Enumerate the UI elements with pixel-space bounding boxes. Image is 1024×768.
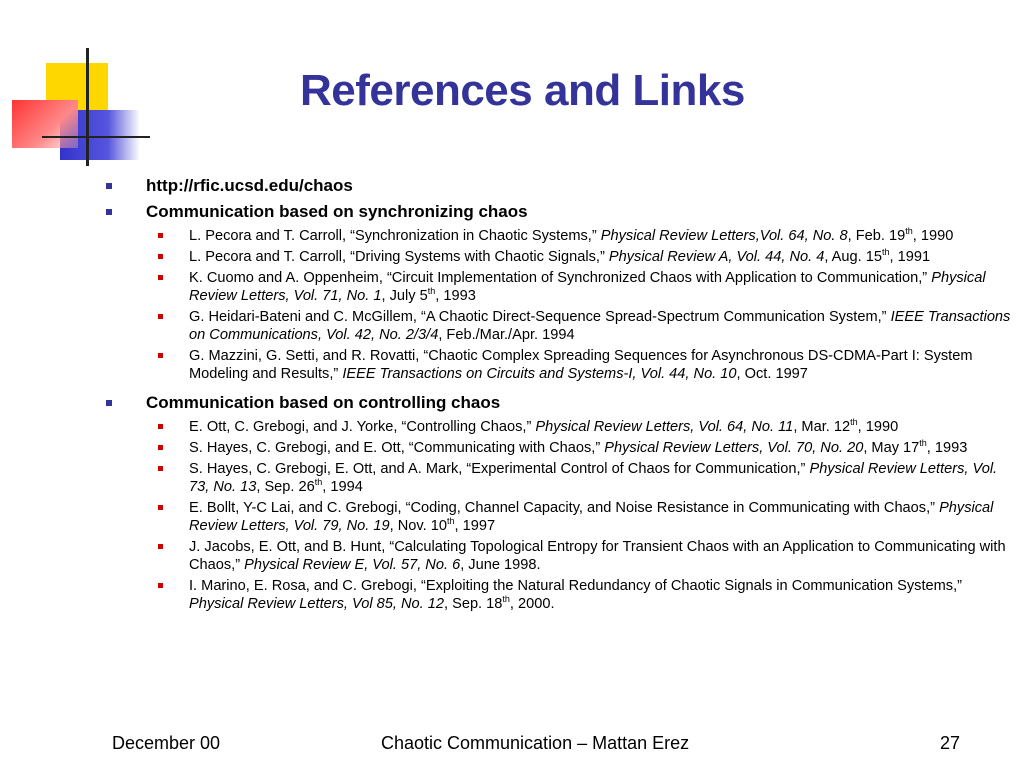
ref-date-sup: th [502, 594, 510, 605]
ref-date-sup: th [446, 516, 455, 527]
ref-year: , 1991 [889, 249, 931, 265]
ref-cuomo [106, 269, 1012, 305]
ref-date: , Aug. 15 [824, 249, 882, 265]
bullet-square-icon [106, 209, 112, 215]
sub-bullet-icon [158, 466, 163, 471]
slide-title: References and Links [300, 66, 745, 115]
ref-pecora-2 [106, 248, 1012, 266]
bullet-square-icon [106, 400, 112, 406]
ref-journal: Physical Review E, Vol. 57, No. 6 [244, 557, 461, 573]
ref-date: , Feb./Mar./Apr. 1994 [438, 327, 575, 343]
ref-date-sup: th [919, 438, 927, 449]
corner-decoration [0, 0, 150, 170]
ref-authors-title: J. Jacobs, E. Ott, and B. Hunt, “Calculating Topological Entropy for Transient Chaos with an Application to Communicating with Chaos,” [189, 539, 1006, 573]
bullet-link [106, 174, 1012, 198]
deco-horizontal-line [42, 136, 150, 138]
ref-date: , Feb. 19 [847, 228, 906, 244]
bullet-square-icon [106, 183, 112, 189]
link-text[interactable]: http://rfic.ucsd.edu/chaos [146, 176, 353, 195]
ref-authors-title: G. Mazzini, G. Setti, and R. Rovatti, “Chaotic Complex Spreading Sequences for Asynchronous DS-CDMA-Part I: System Modeling and Results,” [189, 348, 973, 382]
footer-page-number: 27 [940, 733, 961, 753]
ref-journal: Physical Review Letters,Vol. 64, No. 8 [600, 228, 848, 244]
ref-pecora-1 [106, 227, 1012, 245]
ref-date: , Mar. 12 [793, 419, 851, 435]
sub-bullet-icon [158, 583, 163, 588]
ref-ott [106, 418, 1012, 436]
sub-bullet-icon [158, 424, 163, 429]
ref-heidari [106, 308, 1012, 344]
ref-authors-title: E. Ott, C. Grebogi, and J. Yorke, “Controlling Chaos,” [189, 419, 536, 435]
ref-authors-title: G. Heidari-Bateni and C. McGillem, “A Chaotic Direct-Sequence Spread-Spectrum Communication System,” [189, 309, 891, 325]
ref-authors-title: S. Hayes, C. Grebogi, E. Ott, and A. Mark, “Experimental Control of Chaos for Communication,” [189, 461, 810, 477]
ref-journal: Physical Review Letters, Vol. 71, No. 1 [189, 270, 986, 304]
ref-hayes-2 [106, 460, 1012, 496]
sub-bullet-icon [158, 233, 163, 238]
ref-marino [106, 577, 1012, 613]
ref-date: , Oct. 1997 [736, 366, 808, 382]
footer-center: Chaotic Communication – Mattan Erez [381, 733, 690, 753]
deco-vertical-line [86, 48, 89, 166]
ref-date: , Sep. 26 [256, 479, 315, 495]
ref-journal: Physical Review Letters, Vol. 64, No. 11 [535, 419, 794, 435]
ref-date: , Sep. 18 [443, 596, 503, 612]
ref-date-sup: th [905, 226, 913, 237]
ref-year: , 1994 [322, 479, 363, 495]
sub-bullet-icon [158, 505, 163, 510]
sync-heading-text: Communication based on synchronizing chaos [146, 202, 528, 221]
ref-date-sup: th [850, 417, 858, 428]
bullet-sync-heading [106, 200, 1012, 224]
slide-content [106, 174, 1012, 615]
ref-jacobs [106, 538, 1012, 574]
ref-date-sup: th [882, 247, 890, 258]
ref-year: , 1990 [857, 419, 899, 435]
ref-journal: Physical Review Letters, Vol. 79, No. 19 [189, 500, 994, 534]
ref-journal: Physical Review A, Vol. 44, No. 4 [608, 249, 825, 265]
ref-year: , 1997 [454, 518, 496, 534]
sub-bullet-icon [158, 254, 163, 259]
ref-date: , July 5 [381, 288, 428, 304]
ref-hayes-1 [106, 439, 1012, 457]
ref-year: , 1990 [912, 228, 954, 244]
ref-date-sup: th [427, 286, 436, 297]
ref-year: , 2000. [509, 596, 555, 612]
ref-authors-title: E. Bollt, Y-C Lai, and C. Grebogi, “Coding, Channel Capacity, and Noise Resistance in Communicating with Chaos,” [189, 500, 940, 516]
ref-date-sup: th [314, 477, 323, 488]
bullet-control-heading [106, 391, 1012, 415]
ref-authors-title: L. Pecora and T. Carroll, “Driving Systems with Chaotic Signals,” [189, 249, 609, 265]
ref-authors-title: K. Cuomo and A. Oppenheim, “Circuit Implementation of Synchronized Chaos with Application to Communication,” [189, 270, 932, 286]
footer-date: December 00 [112, 733, 221, 753]
sub-bullet-icon [158, 275, 163, 280]
ref-year: , 1993 [435, 288, 476, 304]
ref-mazzini [106, 347, 1012, 383]
ref-date: , May 17 [863, 440, 920, 456]
sub-bullet-icon [158, 445, 163, 450]
control-heading-text: Communication based on controlling chaos [146, 393, 501, 412]
ref-journal: IEEE Transactions on Communications, Vol. 42, No. 2/3/4 [189, 309, 1011, 343]
deco-red-square [12, 100, 78, 148]
ref-authors-title: I. Marino, E. Rosa, and C. Grebogi, “Exploiting the Natural Redundancy of Chaotic Signals in Communication Systems,” [189, 578, 963, 594]
ref-journal: Physical Review Letters, Vol. 73, No. 13 [189, 461, 998, 495]
ref-journal: Physical Review Letters, Vol. 70, No. 20 [604, 440, 864, 456]
sub-bullet-icon [158, 353, 163, 358]
ref-date: , Nov. 10 [389, 518, 447, 534]
ref-journal: IEEE Transactions on Circuits and Systems-I, Vol. 44, No. 10 [342, 366, 737, 382]
ref-authors-title: S. Hayes, C. Grebogi, and E. Ott, “Communicating with Chaos,” [189, 440, 605, 456]
ref-year: , 1993 [926, 440, 968, 456]
sub-bullet-icon [158, 314, 163, 319]
ref-date: , June 1998. [460, 557, 541, 573]
ref-authors-title: L. Pecora and T. Carroll, “Synchronization in Chaotic Systems,” [189, 228, 601, 244]
ref-bollt [106, 499, 1012, 535]
sub-bullet-icon [158, 544, 163, 549]
ref-journal: Physical Review Letters, Vol 85, No. 12 [189, 596, 444, 612]
